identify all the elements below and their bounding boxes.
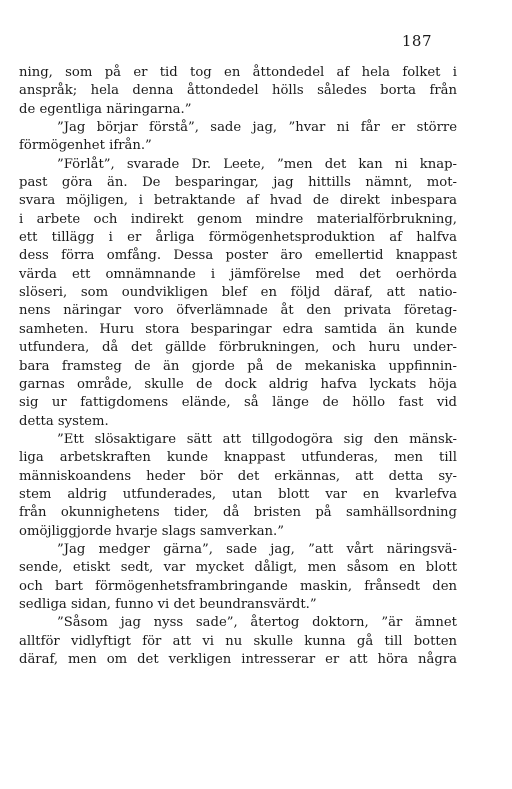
text-line: utfundera, då det gällde förbrukningen, och huru under- bbox=[19, 340, 457, 356]
text-line: i arbete och indirekt genom mindre materialförbrukning, bbox=[19, 211, 457, 227]
text-line: däraf, men om det verkligen intresserar er att höra några bbox=[19, 652, 457, 667]
text-line: dess förra omfång. Dessa poster äro emellertid knappast bbox=[19, 248, 457, 264]
text-line: ett tillägg i er årliga förmögenhetsproduktion af halfva bbox=[19, 230, 457, 246]
text-line: de egentliga näringarna.” bbox=[19, 101, 192, 117]
text-line: liga arbetskraften kunde knappast utfunderas, men till bbox=[19, 450, 457, 466]
text-line: ning, som på er tid tog en åttondedel af hela folket i bbox=[19, 65, 457, 80]
text-line: människoandens heder bör det erkännas, att detta sy- bbox=[19, 468, 457, 484]
text-line: garnas område, skulle de dock aldrig hafva lyckats höja bbox=[19, 376, 457, 392]
text-line: samheten. Huru stora besparingar edra samtida än kunde bbox=[19, 321, 457, 337]
text-line: sig ur fattigdomens elände, så länge de höllo fast vid bbox=[19, 395, 457, 411]
text-line: anspråk; hela denna åttondedel hölls således borta från bbox=[19, 83, 457, 99]
text-line: nens näringar voro öfverlämnade åt den privata företag- bbox=[19, 303, 457, 319]
text-line: ”Jag börjar förstå”, sade jag, ”hvar ni får er större bbox=[57, 120, 457, 136]
text-line: past göra än. De besparingar, jag hittills nämnt, mot- bbox=[19, 175, 457, 191]
text-line: från okunnighetens tider, då bristen på samhällsordning bbox=[19, 505, 457, 521]
text-line: och bart förmögenhetsframbringande maskin, frånsedt den bbox=[19, 578, 457, 594]
text-line: ”Jag medger gärna”, sade jag, ”att vårt näringsvä- bbox=[57, 541, 457, 557]
text-line: förmögenhet ifrån.” bbox=[19, 138, 152, 154]
body-text bbox=[19, 64, 457, 669]
page-number: 187 bbox=[401, 32, 432, 50]
text-line: slöseri, som oundvikligen blef en följd däraf, att natio- bbox=[19, 285, 457, 301]
text-line: bara framsteg de än gjorde på de mekaniska uppfinnin- bbox=[19, 358, 457, 374]
text-line: stem aldrig utfunderades, utan blott var en kvarlefva bbox=[19, 486, 457, 502]
text-line: detta system. bbox=[19, 413, 109, 429]
text-line: värda ett omnämnande i jämförelse med det oerhörda bbox=[19, 266, 457, 282]
text-line: alltför vidlyftigt för att vi nu skulle kunna gå till botten bbox=[19, 633, 457, 649]
text-line: sende, etiskt sedt, var mycket dåligt, men såsom en blott bbox=[19, 560, 457, 576]
text-line: ”Såsom jag nyss sade”, återtog doktorn, ”är ämnet bbox=[57, 615, 457, 631]
text-line: omöjliggjorde hvarje slags samverkan.” bbox=[19, 523, 284, 539]
text-line: svara möjligen, i betraktande af hvad de direkt inbespara bbox=[19, 193, 457, 209]
text-line: sedliga sidan, funno vi det beundransvärdt.” bbox=[19, 596, 317, 612]
text-line: ”Ett slösaktigare sätt att tillgodogöra sig den mänsk- bbox=[57, 431, 457, 447]
text-line: ”Förlåt”, svarade Dr. Leete, ”men det kan ni knap- bbox=[57, 156, 457, 172]
